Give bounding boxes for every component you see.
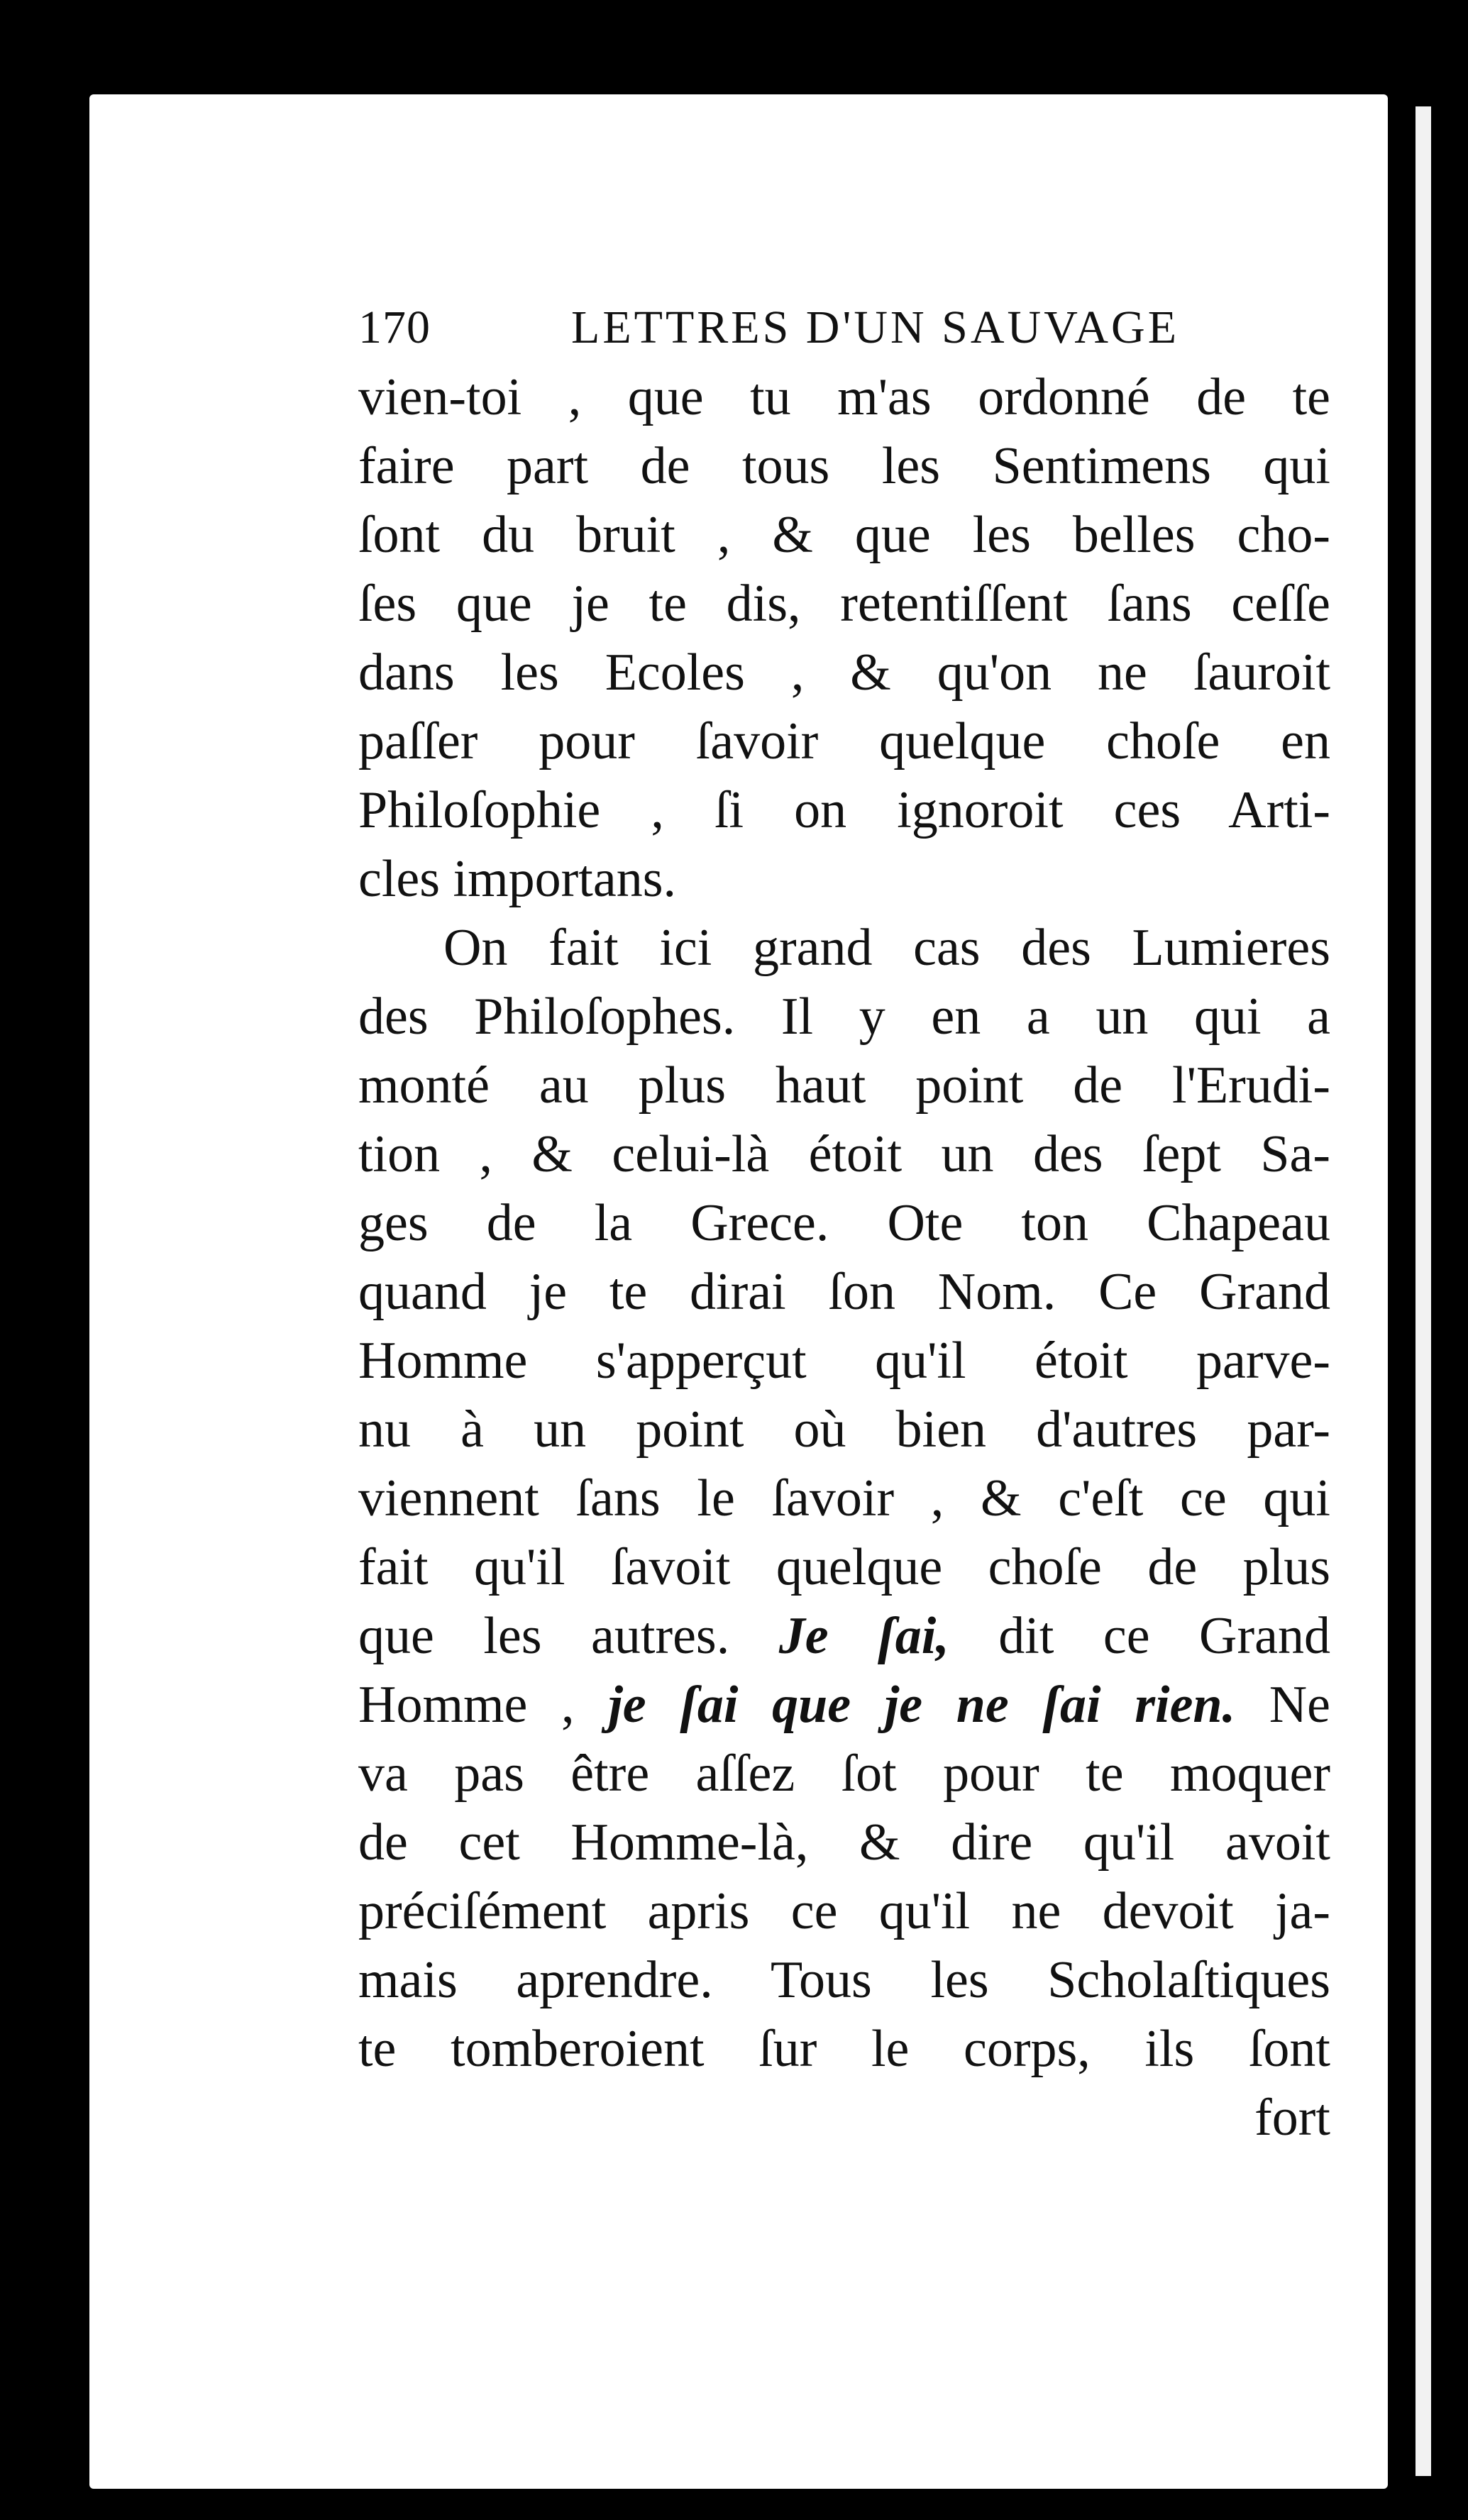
paragraph-start-line: On fait ici grand cas des Lumieres (443, 919, 1330, 977)
running-head (358, 292, 1330, 363)
text-line: paſſer pour ſavoir quelque choſe en (358, 712, 1330, 770)
text-line: Philoſophie , ſi on ignoroit ces Arti- (358, 781, 1330, 839)
adjacent-page-edge (1415, 106, 1431, 2476)
italic-quote: je ſai que je ne ſai rien. (608, 1676, 1236, 1734)
text-line: te tomberoient ſur le corps, ils ſont (358, 2020, 1330, 2078)
text-line: viennent ſans le ſavoir , & c'eſt ce qui (358, 1469, 1330, 1527)
text-line: ſont du bruit , & que les belles cho- (358, 506, 1330, 564)
text-line: préciſément apris ce qu'il ne devoit ja- (358, 1882, 1330, 1940)
text-segment: dit ce Grand (949, 1607, 1330, 1665)
text-line: fait qu'il ſavoit quelque choſe de plus (358, 1538, 1330, 1596)
text-line: tion , & celui-là étoit un des ſept Sa- (358, 1125, 1330, 1183)
text-line: mais aprendre. Tous les Scholaſtiques (358, 1951, 1330, 2009)
text-line: ges de la Grece. Ote ton Chapeau (358, 1194, 1330, 1252)
page-number: 170 (358, 302, 431, 353)
italic-quote: Je ſai, (778, 1607, 949, 1665)
text-line-with-italic (358, 1671, 1330, 1740)
text-line: monté au plus haut point de l'Erudi- (358, 1056, 1330, 1115)
text-line: de cet Homme-là, & dire qu'il avoit (358, 1813, 1330, 1872)
text-line-with-italic (358, 1602, 1330, 1671)
text-line: nu à un point où bien d'autres par- (358, 1400, 1330, 1459)
page-text-block (358, 292, 1330, 2152)
text-line: ſes que je te dis, retentiſſent ſans ceſſe (358, 575, 1330, 633)
text-line: des Philoſophes. Il y en a un qui a (358, 988, 1330, 1046)
text-line: cles importans. (358, 850, 677, 908)
text-segment: Homme , (358, 1676, 609, 1734)
text-segment: que les autres. (358, 1607, 779, 1665)
text-line: faire part de tous les Sentimens qui (358, 437, 1330, 495)
text-line: Homme s'apperçut qu'il étoit parve- (358, 1332, 1330, 1390)
catchword: fort (1254, 2089, 1330, 2147)
text-line: vien-toi , que tu m'as ordonné de te (358, 368, 1330, 426)
text-segment: Ne (1235, 1676, 1330, 1734)
text-line: va pas être aſſez ſot pour te moquer (358, 1745, 1330, 1803)
text-line: quand je te dirai ſon Nom. Ce Grand (358, 1263, 1330, 1321)
text-line: dans les Ecoles , & qu'on ne ſauroit (358, 643, 1330, 702)
running-title: LETTRES D'UN SAUVAGE (571, 302, 1180, 353)
